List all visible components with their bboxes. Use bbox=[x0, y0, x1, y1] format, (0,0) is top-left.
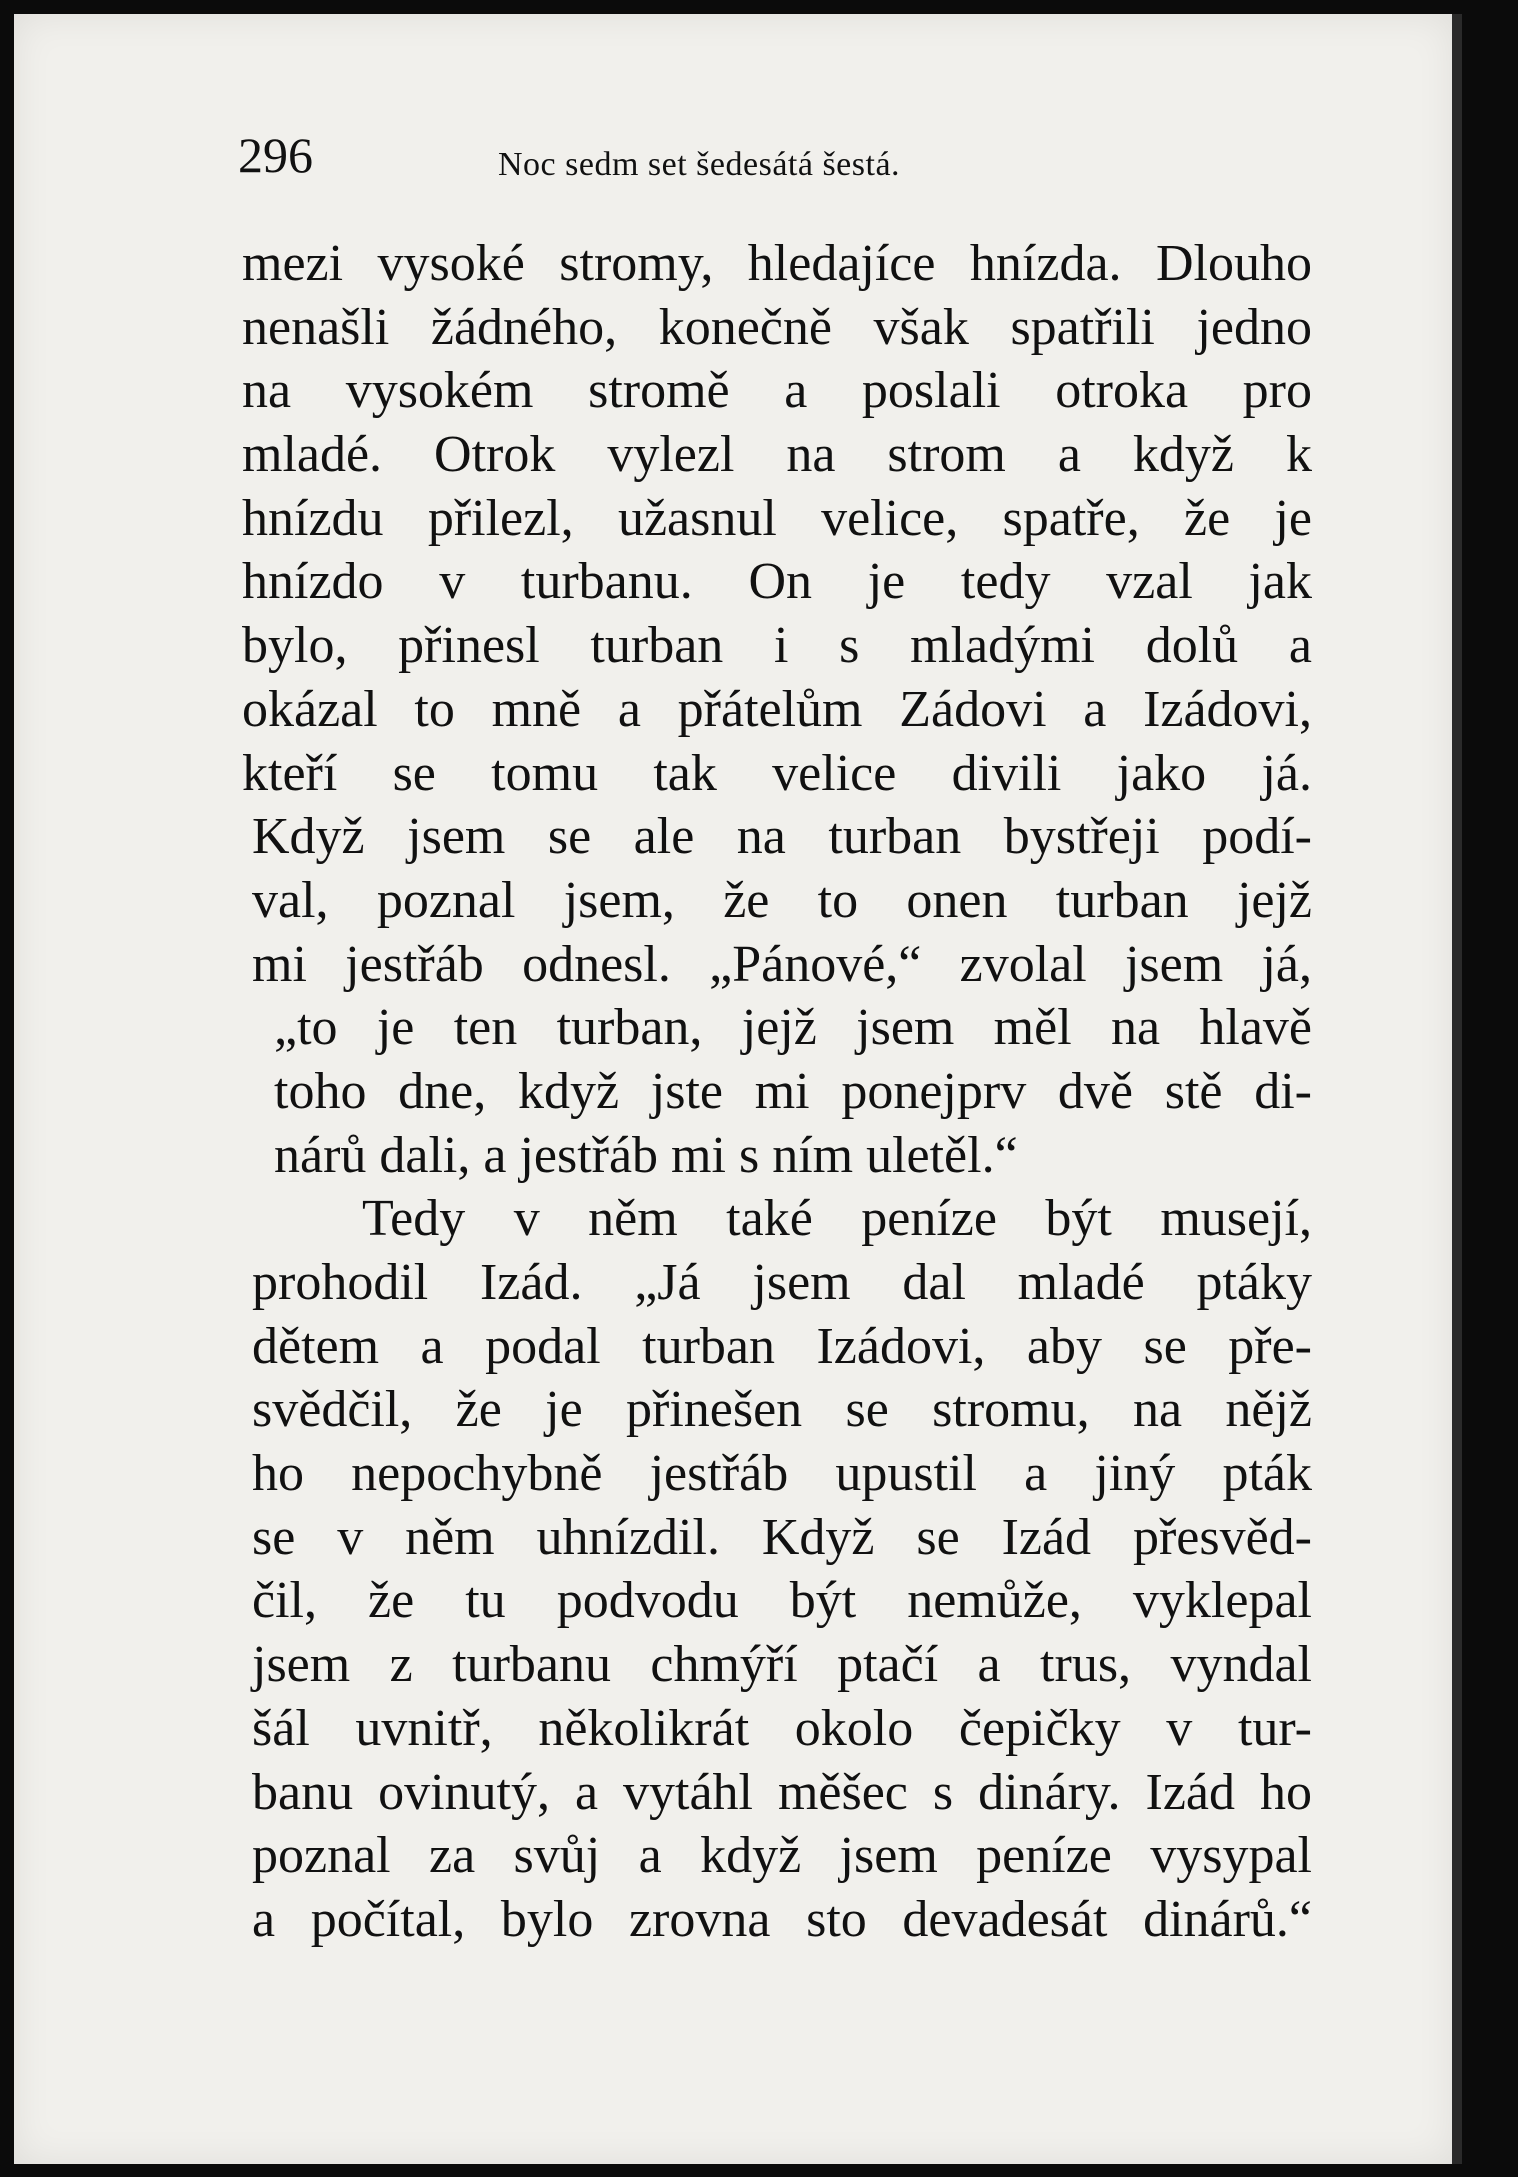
page-number: 296 bbox=[238, 127, 313, 183]
text-line: ho nepochybně jestřáb upustil a jiný pták bbox=[252, 1445, 1312, 1503]
text-line: prohodil Izád. „Já jsem dal mladé ptáky bbox=[252, 1254, 1312, 1311]
text-line: mezi vysoké stromy, hledajíce hnízda. Dlouho bbox=[242, 235, 1312, 292]
text-line: val, poznal jsem, že to onen turban jejž bbox=[252, 871, 1312, 929]
text-line: svědčil, že je přinešen se stromu, na nějž bbox=[252, 1381, 1312, 1439]
text-line: nenašli žádného, konečně však spatřili jedno bbox=[242, 298, 1312, 356]
text-line: nárů dali, a jestřáb mi s ním uletěl.“ bbox=[274, 1126, 1018, 1184]
text-line: poznal za svůj a když jsem peníze vysypal bbox=[252, 1827, 1312, 1885]
text-line: mi jestřáb odnesl. „Pánové,“ zvolal jsem já, bbox=[252, 935, 1312, 993]
text-line: na vysokém stromě a poslali otroka pro bbox=[242, 362, 1312, 420]
text-line: se v něm uhnízdil. Když se Izád přesvěd- bbox=[252, 1508, 1312, 1566]
text-line: Tedy v něm také peníze být musejí, bbox=[362, 1190, 1312, 1248]
text-line: hnízdo v turbanu. On je tedy vzal jak bbox=[242, 553, 1312, 611]
text-line: kteří se tomu tak velice divili jako já. bbox=[242, 744, 1312, 802]
page-header bbox=[230, 125, 1330, 195]
text-line: čil, že tu podvodu být nemůže, vyklepal bbox=[252, 1572, 1312, 1630]
text-line: jsem z turbanu chmýří ptačí a trus, vyndal bbox=[252, 1636, 1312, 1694]
body-text bbox=[242, 232, 1312, 1952]
page-edge bbox=[1452, 14, 1462, 2164]
text-line: bylo, přinesl turban i s mladými dolů a bbox=[242, 617, 1312, 675]
text-line: okázal to mně a přátelům Zádovi a Izádovi, bbox=[242, 680, 1312, 738]
text-line: mladé. Otrok vylezl na strom a když k bbox=[242, 426, 1312, 484]
text-line: hnízdu přilezl, užasnul velice, spatře, že je bbox=[242, 489, 1312, 547]
text-line: toho dne, když jste mi ponejprv dvě stě di- bbox=[274, 1062, 1312, 1120]
text-line: a počítal, bylo zrovna sto devadesát dinárů.“ bbox=[252, 1890, 1312, 1948]
text-line: šál uvnitř, několikrát okolo čepičky v tur- bbox=[252, 1699, 1312, 1757]
running-title: Noc sedm set šedesátá šestá. bbox=[498, 146, 901, 183]
text-line: banu ovinutý, a vytáhl měšec s dináry. Izád ho bbox=[252, 1763, 1312, 1821]
text-line: dětem a podal turban Izádovi, aby se pře- bbox=[252, 1317, 1312, 1375]
text-line: Když jsem se ale na turban bystřeji podí- bbox=[252, 808, 1312, 866]
text-line: „to je ten turban, jejž jsem měl na hlavě bbox=[274, 999, 1312, 1057]
